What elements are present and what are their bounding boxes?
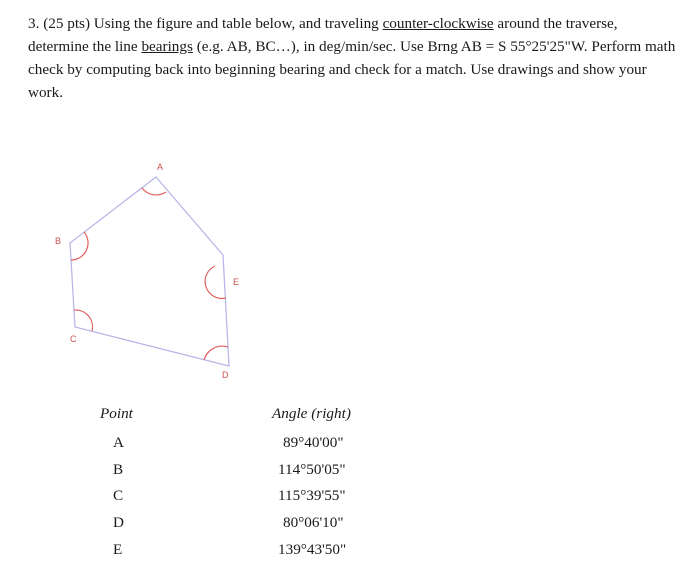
label-b: B bbox=[55, 236, 62, 246]
angle-header: Angle (right) bbox=[272, 405, 351, 422]
angle-cell: 115°39'55" bbox=[278, 487, 346, 504]
point-cell: A bbox=[113, 434, 124, 451]
point-cell: D bbox=[113, 514, 124, 531]
point-cell: C bbox=[113, 487, 124, 504]
angle-arc-d bbox=[204, 346, 228, 360]
question-part-2: around the traverse, determine the line bbox=[28, 15, 618, 55]
angle-arc-e bbox=[205, 266, 226, 298]
angle-cell: 114°50'05" bbox=[278, 461, 346, 478]
point-cell: E bbox=[113, 541, 123, 558]
question-part-1: 3. (25 pts) Using the figure and table below, and traveling bbox=[28, 15, 383, 32]
label-a: A bbox=[157, 162, 164, 172]
question-part-3: (e.g. AB, BC…), in deg/min/sec. Use Brng AB = S 55°25'25"W. Perform math check by computing back into beginning bearing and check for a match. Use drawings and show your work. bbox=[28, 38, 676, 101]
angle-cell: 89°40'00" bbox=[283, 434, 344, 451]
label-d: D bbox=[222, 370, 229, 380]
angle-cell: 139°43'50" bbox=[278, 541, 347, 558]
angle-cell: 80°06'10" bbox=[283, 514, 344, 531]
angle-arc-a bbox=[142, 188, 166, 195]
underlined-bearings: bearings bbox=[141, 38, 193, 55]
label-c: C bbox=[70, 334, 77, 344]
label-e: E bbox=[233, 277, 240, 287]
point-header: Point bbox=[100, 405, 133, 422]
traverse-polygon bbox=[70, 177, 229, 366]
point-cell: B bbox=[113, 461, 124, 478]
underlined-counter-clockwise: counter-clockwise bbox=[382, 15, 494, 32]
